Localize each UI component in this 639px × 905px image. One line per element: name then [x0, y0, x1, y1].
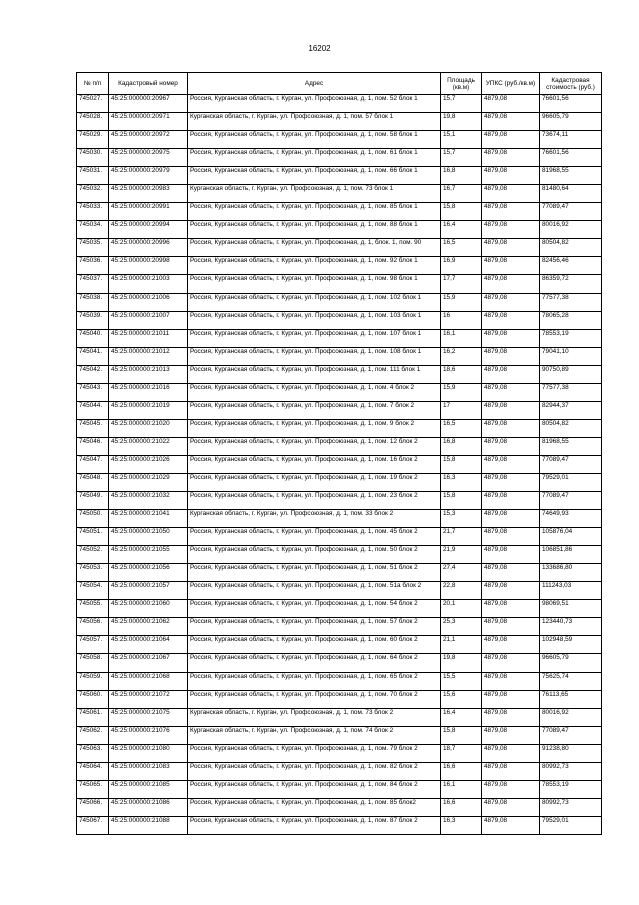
- cadastral-number: 45:25:000000:21003: [109, 275, 188, 293]
- address: Россия, Курганская область, г. Курган, ул. Профсоюзная, д. 1, пом. 16 блок 2: [188, 455, 441, 473]
- upks: 4879,08: [482, 780, 540, 798]
- cadastral-number: 45:25:000000:20975: [109, 149, 188, 167]
- table-row: [77, 131, 602, 149]
- row-number: 745049.: [77, 492, 109, 510]
- address: Россия, Курганская область, г. Курган, ул. Профсоюзная, д. 1, пом. 88 блок 1: [188, 221, 441, 239]
- table-row: [77, 311, 602, 329]
- address: Россия, Курганская область, г. Курган, ул. Профсоюзная, д. 1, пом. 108 блок 1: [188, 347, 441, 365]
- row-number: 745031.: [77, 167, 109, 185]
- address: Россия, Курганская область, г. Курган, ул. Профсоюзная, д. 1, пом. 92 блок 1: [188, 257, 441, 275]
- upks: 4879,08: [482, 672, 540, 690]
- upks: 4879,08: [482, 564, 540, 582]
- cadastral-cost: 133686,80: [540, 564, 602, 582]
- table-row: [77, 672, 602, 690]
- row-number: 745059.: [77, 672, 109, 690]
- row-number: 745063.: [77, 744, 109, 762]
- cadastral-table: [76, 72, 602, 835]
- row-number: 745067.: [77, 816, 109, 834]
- address: Россия, Курганская область, г. Курган, ул. Профсоюзная, д. 1, пом. 102 блок 1: [188, 293, 441, 311]
- row-number: 745030.: [77, 149, 109, 167]
- cadastral-cost: 111243,03: [540, 582, 602, 600]
- table-row: [77, 528, 602, 546]
- upks: 4879,08: [482, 473, 540, 491]
- cadastral-number: 45:25:000000:21055: [109, 546, 188, 564]
- cadastral-cost: 86359,72: [540, 275, 602, 293]
- row-number: 745057.: [77, 636, 109, 654]
- address: Россия, Курганская область, г. Курган, ул. Профсоюзная, д. 1, пом. 66 блок 1: [188, 167, 441, 185]
- table-header-row: [77, 73, 602, 95]
- table-row: [77, 636, 602, 654]
- area: 16,9: [441, 257, 482, 275]
- row-number: 745035.: [77, 239, 109, 257]
- address: Курганская область, г. Курган, ул. Профсоюзная, д. 1, пом. 33 блок 2: [188, 510, 441, 528]
- cadastral-cost: 77089,47: [540, 492, 602, 510]
- table-row: [77, 744, 602, 762]
- address: Россия, Курганская область, г. Курган, ул. Профсоюзная, д. 1, пом. 45 блок 2: [188, 528, 441, 546]
- area: 20,1: [441, 600, 482, 618]
- address: Россия, Курганская область, г. Курган, ул. Профсоюзная, д. 1, пом. 52 блок 1: [188, 95, 441, 113]
- upks: 4879,08: [482, 365, 540, 383]
- upks: 4879,08: [482, 437, 540, 455]
- row-number: 745037.: [77, 275, 109, 293]
- address: Россия, Курганская область, г. Курган, ул. Профсоюзная, д. 1, пом. 70 блок 2: [188, 690, 441, 708]
- cadastral-cost: 80016,92: [540, 221, 602, 239]
- area: 16,3: [441, 473, 482, 491]
- address: Курганская область, г. Курган, ул. Профсоюзная, д. 1, пом. 73 блок 2: [188, 708, 441, 726]
- area: 15,9: [441, 293, 482, 311]
- address: Россия, Курганская область, г. Курган, ул. Профсоюзная, д. 1, пом. 23 блок 2: [188, 492, 441, 510]
- cadastral-cost: 82944,37: [540, 401, 602, 419]
- row-number: 745040.: [77, 329, 109, 347]
- address: Россия, Курганская область, г. Курган, ул. Профсоюзная, д. 1, пом. 103 блок 1: [188, 311, 441, 329]
- address: Россия, Курганская область, г. Курган, ул. Профсоюзная, д. 1, пом. 61 блок 1: [188, 149, 441, 167]
- cadastral-cost: 81968,55: [540, 167, 602, 185]
- upks: 4879,08: [482, 401, 540, 419]
- area: 18,6: [441, 365, 482, 383]
- cadastral-number: 45:25:000000:21050: [109, 528, 188, 546]
- table-row: [77, 329, 602, 347]
- cadastral-cost: 96605,79: [540, 113, 602, 131]
- cadastral-number: 45:25:000000:21056: [109, 564, 188, 582]
- row-number: 745060.: [77, 690, 109, 708]
- cadastral-cost: 77577,38: [540, 383, 602, 401]
- cadastral-cost: 77089,47: [540, 455, 602, 473]
- header-num: № п/п: [77, 73, 109, 95]
- cadastral-number: 45:25:000000:21032: [109, 492, 188, 510]
- table-row: [77, 492, 602, 510]
- row-number: 745055.: [77, 600, 109, 618]
- upks: 4879,08: [482, 455, 540, 473]
- row-number: 745066.: [77, 798, 109, 816]
- area: 21,7: [441, 528, 482, 546]
- cadastral-number: 45:25:000000:21064: [109, 636, 188, 654]
- cadastral-cost: 80992,73: [540, 798, 602, 816]
- row-number: 745039.: [77, 311, 109, 329]
- row-number: 745051.: [77, 528, 109, 546]
- cadastral-cost: 74649,93: [540, 510, 602, 528]
- cadastral-cost: 90750,89: [540, 365, 602, 383]
- cadastral-number: 45:25:000000:21022: [109, 437, 188, 455]
- cadastral-number: 45:25:000000:20971: [109, 113, 188, 131]
- upks: 4879,08: [482, 690, 540, 708]
- area: 16,8: [441, 167, 482, 185]
- upks: 4879,08: [482, 221, 540, 239]
- address: Россия, Курганская область, г. Курган, ул. Профсоюзная, д. 1, пом. 107 блок 1: [188, 329, 441, 347]
- row-number: 745029.: [77, 131, 109, 149]
- row-number: 745048.: [77, 473, 109, 491]
- table-row: [77, 564, 602, 582]
- area: 16,3: [441, 816, 482, 834]
- cadastral-cost: 76601,56: [540, 149, 602, 167]
- area: 16,8: [441, 437, 482, 455]
- table-row: [77, 185, 602, 203]
- row-number: 745054.: [77, 582, 109, 600]
- address: Россия, Курганская область, г. Курган, ул. Профсоюзная, д. 1, пом. 87 блок 2: [188, 816, 441, 834]
- area: 27,4: [441, 564, 482, 582]
- cadastral-number: 45:25:000000:20972: [109, 131, 188, 149]
- area: 15,3: [441, 510, 482, 528]
- address: Россия, Курганская область, г. Курган, ул. Профсоюзная, д. 1, пом. 79 блок 2: [188, 744, 441, 762]
- cadastral-cost: 102948,59: [540, 636, 602, 654]
- table-row: [77, 618, 602, 636]
- cadastral-number: 45:25:000000:21041: [109, 510, 188, 528]
- row-number: 745061.: [77, 708, 109, 726]
- cadastral-number: 45:25:000000:21068: [109, 672, 188, 690]
- cadastral-number: 45:25:000000:21088: [109, 816, 188, 834]
- area: 21,1: [441, 636, 482, 654]
- cadastral-cost: 81480,64: [540, 185, 602, 203]
- cadastral-number: 45:25:000000:20994: [109, 221, 188, 239]
- upks: 4879,08: [482, 618, 540, 636]
- cadastral-cost: 106851,86: [540, 546, 602, 564]
- upks: 4879,08: [482, 708, 540, 726]
- cadastral-cost: 80504,82: [540, 239, 602, 257]
- cadastral-number: 45:25:000000:21085: [109, 780, 188, 798]
- cadastral-cost: 79041,10: [540, 347, 602, 365]
- cadastral-cost: 73674,11: [540, 131, 602, 149]
- address: Россия, Курганская область, г. Курган, ул. Профсоюзная, д. 1, пом. 64 блок 2: [188, 654, 441, 672]
- upks: 4879,08: [482, 167, 540, 185]
- address: Россия, Курганская область, г. Курган, ул. Профсоюзная, д. 1, пом. 85 блок 1: [188, 203, 441, 221]
- table-row: [77, 95, 602, 113]
- area: 15,5: [441, 672, 482, 690]
- area: 17,7: [441, 275, 482, 293]
- upks: 4879,08: [482, 293, 540, 311]
- cadastral-cost: 96605,79: [540, 654, 602, 672]
- upks: 4879,08: [482, 95, 540, 113]
- area: 15,1: [441, 131, 482, 149]
- table-row: [77, 221, 602, 239]
- address: Россия, Курганская область, г. Курган, ул. Профсоюзная, д. 1, пом. 54 блок 2: [188, 600, 441, 618]
- address: Россия, Курганская область, г. Курган, ул. Профсоюзная, д. 1, пом. 60 блок 2: [188, 636, 441, 654]
- table-row: [77, 600, 602, 618]
- upks: 4879,08: [482, 798, 540, 816]
- table-row: [77, 383, 602, 401]
- area: 16,1: [441, 329, 482, 347]
- cadastral-number: 45:25:000000:20979: [109, 167, 188, 185]
- upks: 4879,08: [482, 311, 540, 329]
- area: 16,5: [441, 419, 482, 437]
- address: Россия, Курганская область, г. Курган, ул. Профсоюзная, д. 1, пом. 51 блок 2: [188, 564, 441, 582]
- cadastral-cost: 77577,38: [540, 293, 602, 311]
- address: Курганская область, г. Курган, ул. Профсоюзная, д. 1, пом. 57 блок 1: [188, 113, 441, 131]
- row-number: 745058.: [77, 654, 109, 672]
- area: 15,8: [441, 455, 482, 473]
- area: 15,7: [441, 149, 482, 167]
- cadastral-number: 45:25:000000:21060: [109, 600, 188, 618]
- table-row: [77, 780, 602, 798]
- row-number: 745036.: [77, 257, 109, 275]
- cadastral-cost: 75625,74: [540, 672, 602, 690]
- cadastral-cost: 79529,01: [540, 816, 602, 834]
- table-row: [77, 203, 602, 221]
- area: 16,7: [441, 185, 482, 203]
- address: Россия, Курганская область, г. Курган, ул. Профсоюзная, д. 1, пом. 58 блок 1: [188, 131, 441, 149]
- row-number: 745041.: [77, 347, 109, 365]
- address: Россия, Курганская область, г. Курган, ул. Профсоюзная, д. 1, пом. 65 блок 2: [188, 672, 441, 690]
- row-number: 745047.: [77, 455, 109, 473]
- upks: 4879,08: [482, 726, 540, 744]
- row-number: 745027.: [77, 95, 109, 113]
- cadastral-cost: 81968,55: [540, 437, 602, 455]
- cadastral-number: 45:25:000000:21075: [109, 708, 188, 726]
- cadastral-number: 45:25:000000:21011: [109, 329, 188, 347]
- area: 15,8: [441, 203, 482, 221]
- cadastral-cost: 78553,19: [540, 780, 602, 798]
- row-number: 745032.: [77, 185, 109, 203]
- address: Россия, Курганская область, г. Курган, ул. Профсоюзная, д. 1, пом. 111 блок 1: [188, 365, 441, 383]
- cadastral-number: 45:25:000000:20991: [109, 203, 188, 221]
- table-row: [77, 239, 602, 257]
- upks: 4879,08: [482, 257, 540, 275]
- row-number: 745050.: [77, 510, 109, 528]
- cadastral-number: 45:25:000000:20998: [109, 257, 188, 275]
- address: Россия, Курганская область, г. Курган, ул. Профсоюзная, д. 1, пом. 50 блок 2: [188, 546, 441, 564]
- table-row: [77, 113, 602, 131]
- cadastral-cost: 77089,47: [540, 203, 602, 221]
- header-upks: УПКС (руб./кв.м): [482, 73, 540, 95]
- area: 25,3: [441, 618, 482, 636]
- upks: 4879,08: [482, 347, 540, 365]
- cadastral-number: 45:25:000000:21083: [109, 762, 188, 780]
- upks: 4879,08: [482, 528, 540, 546]
- cadastral-number: 45:25:000000:21072: [109, 690, 188, 708]
- area: 22,8: [441, 582, 482, 600]
- cadastral-number: 45:25:000000:21006: [109, 293, 188, 311]
- cadastral-cost: 82456,46: [540, 257, 602, 275]
- upks: 4879,08: [482, 816, 540, 834]
- table-row: [77, 816, 602, 834]
- address: Россия, Курганская область, г. Курган, ул. Профсоюзная, д. 1, пом. 82 блок 2: [188, 762, 441, 780]
- cadastral-cost: 98069,51: [540, 600, 602, 618]
- upks: 4879,08: [482, 419, 540, 437]
- cadastral-number: 45:25:000000:21016: [109, 383, 188, 401]
- row-number: 745065.: [77, 780, 109, 798]
- table-row: [77, 654, 602, 672]
- cadastral-number: 45:25:000000:21080: [109, 744, 188, 762]
- page-number: 16202: [308, 44, 331, 53]
- row-number: 745034.: [77, 221, 109, 239]
- table-row: [77, 510, 602, 528]
- table-row: [77, 365, 602, 383]
- cadastral-cost: 123440,73: [540, 618, 602, 636]
- cadastral-cost: 78553,19: [540, 329, 602, 347]
- table-row: [77, 690, 602, 708]
- cadastral-cost: 80504,82: [540, 419, 602, 437]
- address: Россия, Курганская область, г. Курган, ул. Профсоюзная, д. 1, блок. 1, пом. 90: [188, 239, 441, 257]
- cadastral-cost: 80992,73: [540, 762, 602, 780]
- row-number: 745052.: [77, 546, 109, 564]
- area: 21,9: [441, 546, 482, 564]
- row-number: 745046.: [77, 437, 109, 455]
- address: Россия, Курганская область, г. Курган, ул. Профсоюзная, д. 1, пом. 12 блок 2: [188, 437, 441, 455]
- address: Курганская область, г. Курган, ул. Профсоюзная, д. 1, пом. 73 блок 1: [188, 185, 441, 203]
- cadastral-number: 45:25:000000:21026: [109, 455, 188, 473]
- address: Россия, Курганская область, г. Курган, ул. Профсоюзная, д. 1, пом. 98 блок 1: [188, 275, 441, 293]
- table-row: [77, 293, 602, 311]
- upks: 4879,08: [482, 203, 540, 221]
- cadastral-cost: 76601,56: [540, 95, 602, 113]
- area: 15,9: [441, 383, 482, 401]
- upks: 4879,08: [482, 582, 540, 600]
- row-number: 745042.: [77, 365, 109, 383]
- table-row: [77, 762, 602, 780]
- area: 17: [441, 401, 482, 419]
- cadastral-number: 45:25:000000:21086: [109, 798, 188, 816]
- address: Россия, Курганская область, г. Курган, ул. Профсоюзная, д. 1, пом. 51а блок 2: [188, 582, 441, 600]
- row-number: 745038.: [77, 293, 109, 311]
- cadastral-number: 45:25:000000:21007: [109, 311, 188, 329]
- cadastral-number: 45:25:000000:21029: [109, 473, 188, 491]
- upks: 4879,08: [482, 185, 540, 203]
- area: 16,4: [441, 221, 482, 239]
- address: Россия, Курганская область, г. Курган, ул. Профсоюзная, д. 1, пом. 9 блок 2: [188, 419, 441, 437]
- table-row: [77, 726, 602, 744]
- cadastral-cost: 79529,01: [540, 473, 602, 491]
- row-number: 745062.: [77, 726, 109, 744]
- table-row: [77, 149, 602, 167]
- area: 16,5: [441, 239, 482, 257]
- address: Россия, Курганская область, г. Курган, ул. Профсоюзная, д. 1, пом. 85 блок2: [188, 798, 441, 816]
- table-row: [77, 257, 602, 275]
- table-row: [77, 347, 602, 365]
- upks: 4879,08: [482, 600, 540, 618]
- upks: 4879,08: [482, 239, 540, 257]
- table-row: [77, 473, 602, 491]
- address: Россия, Курганская область, г. Курган, ул. Профсоюзная, д. 1, пом. 57 блок 2: [188, 618, 441, 636]
- cadastral-cost: 105876,04: [540, 528, 602, 546]
- address: Россия, Курганская область, г. Курган, ул. Профсоюзная, д. 1, пом. 84 блок 2: [188, 780, 441, 798]
- area: 19,8: [441, 654, 482, 672]
- upks: 4879,08: [482, 636, 540, 654]
- row-number: 745028.: [77, 113, 109, 131]
- cadastral-cost: 77089,47: [540, 726, 602, 744]
- area: 16,6: [441, 798, 482, 816]
- table-row: [77, 582, 602, 600]
- cadastral-cost: 76113,65: [540, 690, 602, 708]
- upks: 4879,08: [482, 492, 540, 510]
- cadastral-cost: 91238,80: [540, 744, 602, 762]
- row-number: 745053.: [77, 564, 109, 582]
- table-row: [77, 275, 602, 293]
- area: 15,6: [441, 690, 482, 708]
- table-row: [77, 167, 602, 185]
- cadastral-number: 45:25:000000:21012: [109, 347, 188, 365]
- area: 16,4: [441, 708, 482, 726]
- cadastral-number: 45:25:000000:20967: [109, 95, 188, 113]
- row-number: 745056.: [77, 618, 109, 636]
- upks: 4879,08: [482, 744, 540, 762]
- area: 16,2: [441, 347, 482, 365]
- area: 18,7: [441, 744, 482, 762]
- header-area: Площадь (кв.м): [441, 73, 482, 95]
- upks: 4879,08: [482, 149, 540, 167]
- header-cadastral-cost: Кадастровая стоимость (руб.): [540, 73, 602, 95]
- upks: 4879,08: [482, 113, 540, 131]
- row-number: 745064.: [77, 762, 109, 780]
- header-address: Адрес: [188, 73, 441, 95]
- cadastral-number: 45:25:000000:21062: [109, 618, 188, 636]
- area: 16,1: [441, 780, 482, 798]
- upks: 4879,08: [482, 329, 540, 347]
- cadastral-number: 45:25:000000:20996: [109, 239, 188, 257]
- address: Россия, Курганская область, г. Курган, ул. Профсоюзная, д. 1, пом. 7 блок 2: [188, 401, 441, 419]
- cadastral-number: 45:25:000000:20983: [109, 185, 188, 203]
- cadastral-cost: 78065,28: [540, 311, 602, 329]
- area: 15,8: [441, 726, 482, 744]
- cadastral-number: 45:25:000000:21019: [109, 401, 188, 419]
- table-row: [77, 708, 602, 726]
- address: Курганская область, г. Курган, ул. Профсоюзная, д. 1, пом. 74 блок 2: [188, 726, 441, 744]
- upks: 4879,08: [482, 275, 540, 293]
- cadastral-number: 45:25:000000:21013: [109, 365, 188, 383]
- upks: 4879,08: [482, 546, 540, 564]
- table-row: [77, 546, 602, 564]
- upks: 4879,08: [482, 762, 540, 780]
- area: 15,8: [441, 492, 482, 510]
- upks: 4879,08: [482, 654, 540, 672]
- area: 19,8: [441, 113, 482, 131]
- address: Россия, Курганская область, г. Курган, ул. Профсоюзная, д. 1, пом. 19 блок 2: [188, 473, 441, 491]
- upks: 4879,08: [482, 131, 540, 149]
- cadastral-number: 45:25:000000:21020: [109, 419, 188, 437]
- upks: 4879,08: [482, 510, 540, 528]
- table-row: [77, 798, 602, 816]
- area: 16: [441, 311, 482, 329]
- address: Россия, Курганская область, г. Курган, ул. Профсоюзная, д. 1, пом. 4 блок 2: [188, 383, 441, 401]
- row-number: 745033.: [77, 203, 109, 221]
- area: 15,7: [441, 95, 482, 113]
- cadastral-number: 45:25:000000:21076: [109, 726, 188, 744]
- table-row: [77, 401, 602, 419]
- header-cadastral-number: Кадастровый номер: [109, 73, 188, 95]
- cadastral-number: 45:25:000000:21067: [109, 654, 188, 672]
- row-number: 745044.: [77, 401, 109, 419]
- table-row: [77, 437, 602, 455]
- table-row: [77, 419, 602, 437]
- table-row: [77, 455, 602, 473]
- cadastral-cost: 80016,92: [540, 708, 602, 726]
- cadastral-number: 45:25:000000:21057: [109, 582, 188, 600]
- row-number: 745043.: [77, 383, 109, 401]
- row-number: 745045.: [77, 419, 109, 437]
- upks: 4879,08: [482, 383, 540, 401]
- area: 16,6: [441, 762, 482, 780]
